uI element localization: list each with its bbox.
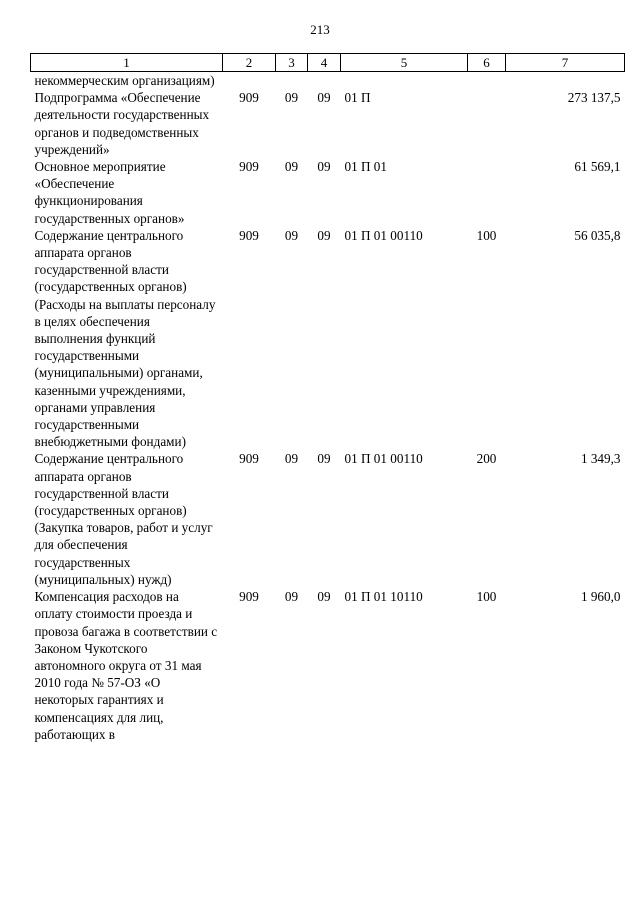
row-name: Содержание центрального аппарата органов государственной власти (государственных органов) (Расходы на выплаты персоналу в целях обеспечения выполнения функций государственными (муниципальными) органами, казенными учреждениями, органами управления государственными внебюджетными фондами): [34, 227, 216, 450]
row-ministry-code: 909: [239, 589, 259, 605]
row-target-article: 01 П 01 00110: [344, 451, 423, 467]
table-body: [31, 72, 625, 743]
row-ministry-code: 909: [239, 451, 259, 467]
header-col-5: 5: [341, 54, 468, 72]
row-name: Основное мероприятие «Обеспечение функционирования государственных органов»: [34, 159, 185, 226]
row-section: 09: [284, 227, 299, 243]
table-row: [31, 89, 625, 158]
row-expense-type: 100: [476, 227, 497, 243]
row-ministry-code: [223, 72, 276, 90]
row-ministry-code: 909: [239, 227, 259, 243]
table-row: [31, 588, 625, 743]
row-section: 09: [284, 90, 299, 106]
page-number: 213: [310, 22, 330, 37]
table-row: [31, 158, 625, 227]
header-col-1: 1: [31, 54, 223, 72]
row-target-article: 01 П 01 10110: [344, 589, 423, 605]
table-row: [31, 227, 625, 451]
row-subsection: 09: [317, 589, 331, 605]
header-col-7: 7: [506, 54, 625, 72]
row-subsection: 09: [317, 451, 331, 467]
row-expense-type: [468, 72, 506, 90]
row-amount: [506, 72, 625, 90]
row-target-article: 01 П 01: [344, 159, 387, 175]
row-amount: 56 035,8: [574, 227, 621, 243]
table-row: [31, 450, 625, 588]
row-subsection: 09: [317, 90, 331, 106]
header-col-2: 2: [223, 54, 276, 72]
row-amount: 61 569,1: [574, 159, 621, 175]
row-subsection: 09: [317, 159, 331, 175]
row-subsection: 09: [317, 227, 331, 243]
row-target-article: 01 П: [344, 90, 371, 106]
row-name: Компенсация расходов на оплату стоимости проезда и провоза багажа в соответствии с Законом Чукотского автономного округа от 31 мая 2010 года № 57-ОЗ «О некоторых гарантиях и компенсациях для лиц, работающих в: [34, 589, 218, 742]
row-ministry-code: 909: [239, 159, 259, 175]
row-expense-type: 100: [476, 589, 497, 605]
row-name: Подпрограмма «Обеспечение деятельности государственных органов и подведомственных учреждений»: [34, 90, 210, 157]
row-section: 09: [284, 589, 299, 605]
header-col-3: 3: [276, 54, 308, 72]
row-expense-type: [468, 89, 506, 158]
header-col-6: 6: [468, 54, 506, 72]
row-expense-type: 200: [476, 451, 497, 467]
row-section: 09: [284, 159, 299, 175]
header-col-4: 4: [308, 54, 341, 72]
row-amount: 1 960,0: [580, 589, 621, 605]
budget-table: [30, 53, 625, 743]
row-amount: 1 349,3: [580, 451, 621, 467]
row-name: Содержание центрального аппарата органов государственной власти (государственных органов) (Закупка товаров, работ и услуг для обеспечения государственных (муниципальных) нужд): [34, 451, 213, 587]
header-row: [31, 54, 625, 72]
row-target-article: [341, 72, 468, 90]
row-ministry-code: 909: [239, 90, 259, 106]
row-amount: 273 137,5: [567, 90, 621, 106]
row-target-article: 01 П 01 00110: [344, 227, 423, 243]
row-name: некоммерческим организациям): [34, 73, 215, 88]
table-header: [31, 54, 625, 72]
row-section: 09: [284, 451, 299, 467]
row-subsection: [308, 72, 341, 90]
table-row: [31, 72, 625, 90]
row-expense-type: [468, 158, 506, 227]
row-section: [276, 72, 308, 90]
